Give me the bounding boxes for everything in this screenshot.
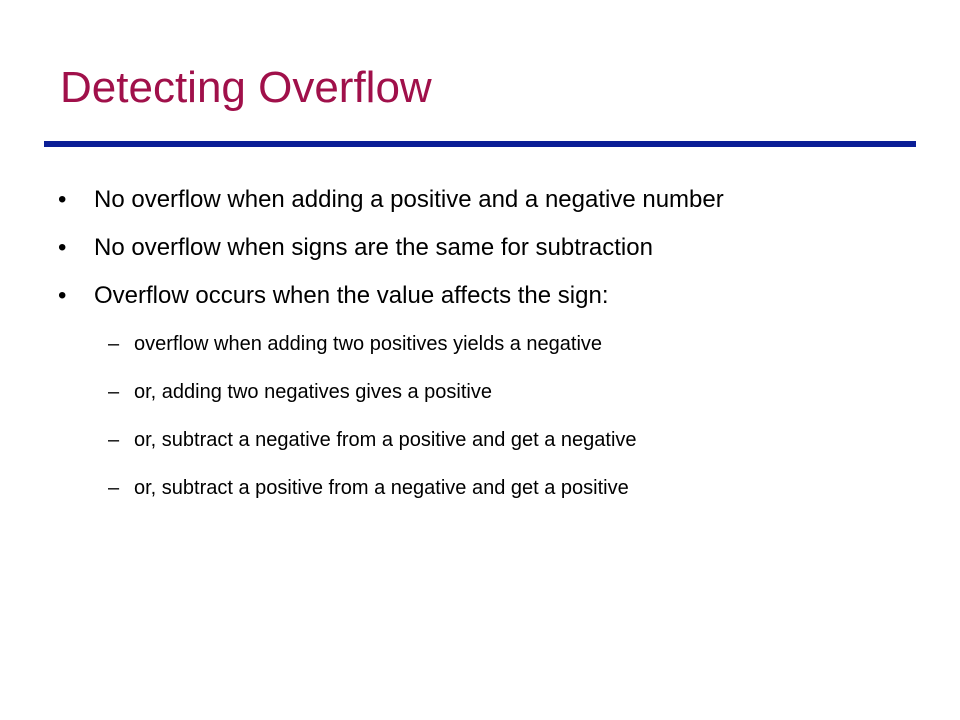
bullet-list <box>56 176 916 512</box>
sub-bullet-group <box>56 320 916 512</box>
bullet-item <box>56 224 916 272</box>
sub-bullet-text: or, subtract a negative from a positive and get a negative <box>134 429 637 451</box>
dash-marker: – <box>108 333 120 355</box>
bullet-marker: • <box>58 186 67 213</box>
sub-bullet-list <box>56 320 916 512</box>
bullet-text: No overflow when adding a positive and a negative number <box>94 186 724 213</box>
sub-bullet-item <box>56 416 916 464</box>
bullet-marker: • <box>58 282 67 309</box>
dash-marker: – <box>108 381 120 403</box>
bullet-text: No overflow when signs are the same for subtraction <box>94 234 653 261</box>
sub-bullet-text: overflow when adding two positives yields a negative <box>134 333 603 355</box>
sub-bullet-item <box>56 368 916 416</box>
dash-marker: – <box>108 429 120 451</box>
dash-marker: – <box>108 477 120 499</box>
sub-bullet-item <box>56 320 916 368</box>
title-divider <box>44 141 916 147</box>
sub-bullet-item <box>56 464 916 512</box>
sub-bullet-text: or, adding two negatives gives a positive <box>134 381 492 403</box>
bullet-text: Overflow occurs when the value affects the sign: <box>94 282 609 309</box>
bullet-marker: • <box>58 234 67 261</box>
sub-bullet-text: or, subtract a positive from a negative and get a positive <box>134 477 629 499</box>
bullet-item <box>56 176 916 224</box>
slide-title: Detecting Overflow <box>60 63 432 112</box>
bullet-item <box>56 272 916 320</box>
